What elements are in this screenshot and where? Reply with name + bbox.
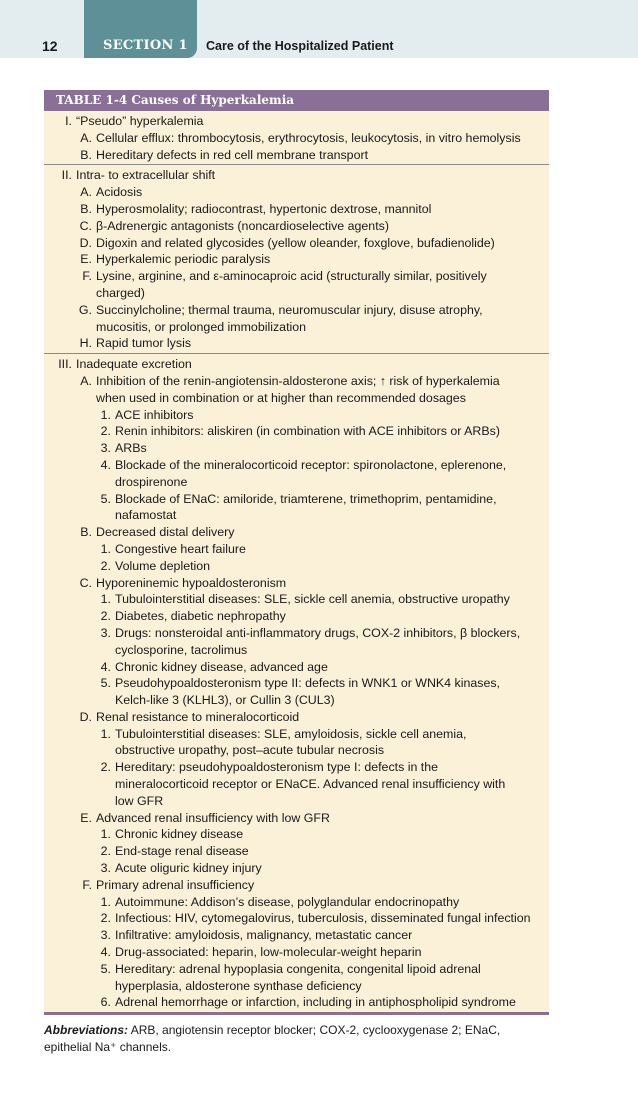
item-text-line: Chronic kidney disease [115, 827, 244, 842]
item-text-line: Drugs: nonsteroidal anti-inflammatory drugs, COX-2 inhibitors, β blockers, [115, 625, 521, 640]
item-number: 1. [100, 894, 111, 909]
table-row [44, 184, 549, 201]
item-number: F. [82, 269, 92, 284]
abbreviations-text: ARB, angiotensin receptor blocker; COX-2, cyclooxygenase 2; ENaC, epithelial Na⁺ channels. [44, 1023, 501, 1054]
item-text-line: “Pseudo” hyperkalemia [76, 114, 204, 128]
item-text-line: Digoxin and related glycosides (yellow oleander, foxglove, bufadienolide) [96, 235, 495, 250]
item-text-line: Decreased distal delivery [96, 525, 235, 540]
table-row [44, 726, 549, 760]
item-text-line: obstructive uropathy, post–acute tubular necrosis [115, 743, 385, 758]
table-row [44, 927, 549, 944]
table-row [44, 268, 549, 302]
item-text-line: ACE inhibitors [115, 407, 194, 422]
item-number: 2. [100, 424, 111, 439]
item-number: B. [80, 201, 92, 216]
item-text-line: Inadequate excretion [76, 357, 192, 372]
item-number: III. [58, 357, 72, 372]
item-number: A. [80, 373, 92, 388]
item-number: 2. [100, 844, 111, 859]
item-text-line: Tubulointerstitial diseases: SLE, amyloidosis, sickle cell anemia, [115, 726, 467, 741]
table-row [44, 709, 549, 726]
item-text-line: Hyperosmolality; radiocontrast, hypertonic dextrose, mannitol [96, 201, 432, 216]
item-text-line: mineralocorticoid receptor or ENaCE. Advanced renal insufficiency with [115, 777, 506, 792]
table-row [44, 251, 549, 268]
table-row [44, 659, 549, 676]
item-text-line: Lysine, arginine, and ε-aminocaproic acid (structurally similar, positively [96, 269, 487, 284]
table-row [44, 558, 549, 575]
item-number: 4. [100, 659, 111, 674]
table-row [44, 201, 549, 218]
item-text-line: ARBs [115, 441, 147, 456]
item-text-line: Hereditary: pseudohypoaldosteronism type I: defects in the [115, 760, 439, 775]
table-row [44, 910, 549, 927]
item-text-line: Renin inhibitors: aliskiren (in combination with ACE inhibitors or ARBs) [115, 424, 500, 439]
item-number: 2. [100, 609, 111, 624]
table-row [44, 113, 549, 130]
item-text-line: nafamostat [115, 508, 177, 523]
abbreviations-note [44, 1022, 549, 1056]
table-row [44, 407, 549, 424]
table-row [44, 826, 549, 843]
item-text-line: Blockade of ENaC: amiloride, triamterene, trimethoprim, pentamidine, [115, 491, 497, 506]
table-group [44, 111, 549, 165]
item-number: C. [79, 575, 92, 590]
table-row [44, 810, 549, 827]
table-row [44, 218, 549, 235]
table-body [44, 111, 549, 1012]
table-row [44, 130, 549, 147]
table-row [44, 759, 549, 809]
item-number: 1. [100, 827, 111, 842]
item-number: 1. [100, 541, 111, 556]
table-row [44, 440, 549, 457]
item-text-line: Drug-associated: heparin, low-molecular-weight heparin [115, 945, 422, 960]
table-row [44, 491, 549, 525]
item-text-line: when used in combination or at higher than recommended dosages [96, 390, 466, 405]
table-end-rule [44, 1012, 549, 1015]
item-text-line: charged) [96, 285, 145, 300]
item-number: 1. [100, 726, 111, 741]
item-number: E. [80, 810, 92, 825]
item-text-line: Intra- to extracellular shift [76, 168, 216, 183]
item-number: B. [80, 147, 92, 162]
item-number: 3. [100, 861, 111, 876]
section-title: Care of the Hospitalized Patient [206, 39, 394, 53]
section-label: SECTION 1 [103, 38, 188, 53]
item-text-line: Congestive heart failure [115, 541, 246, 556]
item-number: C. [79, 218, 92, 233]
table-group [44, 165, 549, 354]
item-number: 1. [100, 407, 111, 422]
item-text-line: Hyporeninemic hypoaldosteronism [96, 575, 287, 590]
table-row [44, 591, 549, 608]
item-number: 5. [100, 676, 111, 691]
item-text-line: Chronic kidney disease, advanced age [115, 659, 328, 674]
item-text-line: Inhibition of the renin-angiotensin-aldosterone axis; ↑ risk of hyperkalemia [96, 373, 500, 388]
table-row [44, 167, 549, 184]
item-text-line: Pseudohypoaldosteronism type II: defects in WNK1 or WNK4 kinases, [115, 676, 500, 691]
item-text-line: Tubulointerstitial diseases: SLE, sickle cell anemia, obstructive uropathy [115, 592, 510, 607]
table-row [44, 894, 549, 911]
item-text-line: Hyperkalemic periodic paralysis [96, 252, 271, 267]
page-number: 12 [42, 38, 58, 54]
item-text-line: Infiltrative: amyloidosis, malignancy, metastatic cancer [115, 928, 413, 943]
hyperkalemia-table [44, 90, 549, 1015]
item-text-line: Autoimmune: Addison’s disease, polyglandular endocrinopathy [115, 894, 460, 909]
table-row [44, 235, 549, 252]
item-number: 2. [100, 760, 111, 775]
item-number: 4. [100, 457, 111, 472]
item-number: II. [61, 168, 72, 183]
table-row [44, 356, 549, 373]
item-text-line: Volume depletion [115, 558, 211, 573]
table-group [44, 354, 549, 1012]
item-text-line: Succinylcholine; thermal trauma, neuromuscular injury, disuse atrophy, [96, 302, 483, 317]
table-row [44, 843, 549, 860]
item-text-line: Cellular efflux: thrombocytosis, erythrocytosis, leukocytosis, in vitro hemolysis [96, 130, 521, 145]
table-row [44, 675, 549, 709]
item-text-line: Acute oliguric kidney injury [115, 861, 262, 876]
table-row [44, 423, 549, 440]
table-row [44, 625, 549, 659]
item-text-line: Adrenal hemorrhage or infarction, including in antiphospholipid syndrome [115, 995, 516, 1010]
item-number: 1. [100, 592, 111, 607]
table-row [44, 944, 549, 961]
table-row [44, 541, 549, 558]
abbreviations-label: Abbreviations: [44, 1023, 129, 1037]
item-text-line: drospirenone [115, 474, 188, 489]
table-row [44, 524, 549, 541]
table-row [44, 877, 549, 894]
table-row [44, 147, 549, 164]
item-number: G. [78, 302, 92, 317]
table-row [44, 994, 549, 1011]
item-text-line: Renal resistance to mineralocorticoid [96, 709, 300, 724]
table-row [44, 302, 549, 336]
item-number: 4. [100, 945, 111, 960]
item-text-line: Acidosis [96, 185, 143, 200]
item-number: D. [79, 709, 92, 724]
item-text-line: Primary adrenal insufficiency [96, 877, 255, 892]
item-number: E. [80, 252, 92, 267]
item-text-line: End-stage renal disease [115, 844, 249, 859]
table-row [44, 575, 549, 592]
item-number: 6. [100, 995, 111, 1010]
item-number: 2. [100, 558, 111, 573]
item-text-line: Blockade of the mineralocorticoid receptor: spironolactone, eplerenone, [115, 457, 507, 472]
item-text-line: β-Adrenergic antagonists (noncardioselective agents) [96, 218, 389, 233]
table-caption: TABLE 1-4 Causes of Hyperkalemia [44, 90, 549, 111]
item-text-line: Hereditary defects in red cell membrane transport [96, 147, 369, 162]
table-row [44, 457, 549, 491]
item-text-line: low GFR [115, 793, 164, 808]
table-row [44, 961, 549, 995]
item-number: 3. [100, 928, 111, 943]
item-text-line: Rapid tumor lysis [96, 336, 192, 351]
item-number: A. [80, 185, 92, 200]
table-row [44, 373, 549, 407]
item-text-line: Advanced renal insufficiency with low GFR [96, 810, 330, 825]
item-number: B. [80, 525, 92, 540]
item-number: H. [79, 336, 92, 351]
table-row [44, 860, 549, 877]
table-row [44, 608, 549, 625]
item-number: 2. [100, 911, 111, 926]
item-text-line: hyperplasia, aldosterone synthase deficiency [115, 978, 362, 993]
item-number: 5. [100, 491, 111, 506]
item-text-line: Diabetes, diabetic nephropathy [115, 609, 286, 624]
item-text-line: mucositis, or prolonged immobilization [96, 319, 307, 334]
item-text-line: Infectious: HIV, cytomegalovirus, tuberculosis, disseminated fungal infection [115, 911, 531, 926]
item-number: 3. [100, 441, 111, 456]
item-number: F. [82, 877, 92, 892]
item-text-line: cyclosporine, tacrolimus [115, 642, 248, 657]
table-row [44, 335, 549, 352]
item-number: D. [79, 235, 92, 250]
item-number: 3. [100, 625, 111, 640]
item-text-line: Hereditary: adrenal hypoplasia congenita, congenital lipoid adrenal [115, 961, 481, 976]
item-number: 5. [100, 961, 111, 976]
item-text-line: Kelch-like 3 (KLHL3), or Cullin 3 (CUL3) [115, 693, 335, 708]
item-number: I. [65, 114, 72, 128]
item-number: A. [80, 130, 92, 145]
